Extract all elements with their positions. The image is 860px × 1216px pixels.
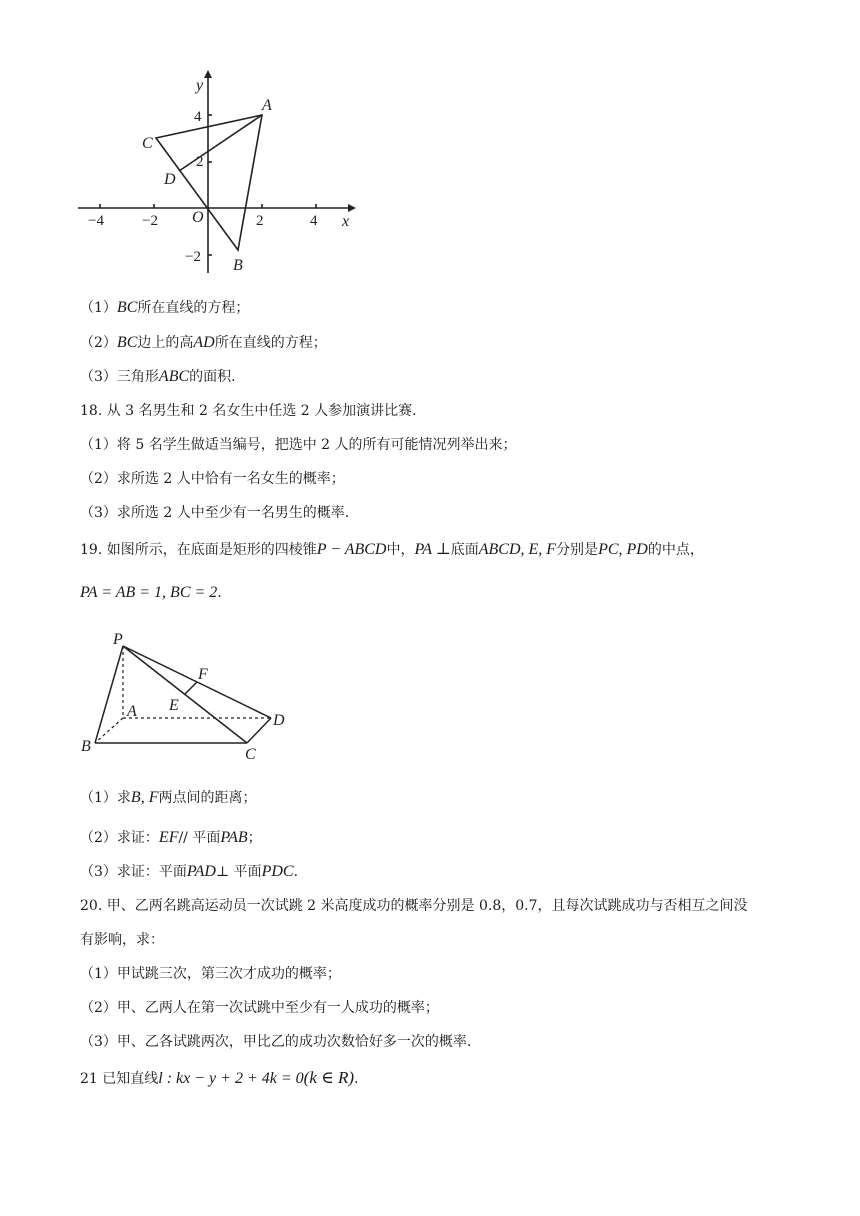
q18-part3: （3）求所选 2 人中至少有一名男生的概率. xyxy=(80,505,350,521)
tick-y-4: 4 xyxy=(194,109,202,125)
pyramid-label-a: A xyxy=(127,703,137,720)
tick-x-4: 4 xyxy=(310,213,318,229)
y-axis-label: y xyxy=(196,77,204,94)
q20-stem-line2: 有影响，求： xyxy=(80,932,164,948)
q20-part3: （3）甲、乙各试跳两次，甲比乙的成功次数恰好多一次的概率. xyxy=(80,1034,472,1050)
pyramid-label-b: B xyxy=(81,738,91,755)
tick-y-neg2: −2 xyxy=(185,249,201,265)
q19-part2: （2）求证：EF// 平面PAB； xyxy=(80,829,262,846)
q19-part3: （3）求证：平面PAD⊥ 平面PDC. xyxy=(80,863,299,880)
y-axis-arrow xyxy=(204,70,212,78)
q18-part2: （2）求所选 2 人中恰有一名女生的概率； xyxy=(80,471,345,487)
point-b-label: B xyxy=(233,257,243,274)
tick-x-neg2: −2 xyxy=(142,213,158,229)
q18-part1: （1）将 5 名学生做适当编号，把选中 2 人的所有可能情况列举出来； xyxy=(80,437,517,453)
q20-part2: （2）甲、乙两人在第一次试跳中至少有一人成功的概率； xyxy=(80,1000,439,1016)
q21-number: 21 xyxy=(80,1071,98,1087)
q21-stem: 21 已知直线l : kx − y + 2 + 4k = 0(k ∈ R). xyxy=(80,1068,359,1087)
pyramid-label-p: P xyxy=(113,631,123,648)
tick-x-2: 2 xyxy=(256,213,264,229)
segment-ef xyxy=(185,682,197,694)
edge-cd xyxy=(247,718,271,743)
q19-stem: 19. 如图所示，在底面是矩形的四棱锥P − ABCD中，PA ⊥底面ABCD, E, F分别是PC, PD的中点， xyxy=(80,541,704,558)
q17-part1: （1）BC所在直线的方程； xyxy=(80,299,250,316)
edge-pc xyxy=(123,646,247,743)
origin-label: O xyxy=(192,209,204,226)
triangle-coordinate-figure xyxy=(70,68,370,278)
pyramid-figure xyxy=(75,628,295,763)
q19-condition: PA = AB = 1, BC = 2. xyxy=(80,584,222,601)
pyramid-label-c: C xyxy=(245,746,256,763)
x-axis-arrow xyxy=(348,204,356,212)
point-a-label: A xyxy=(262,97,272,114)
q17-part2: （2）BC边上的高AD所在直线的方程； xyxy=(80,334,327,351)
q20-part1: （1）甲试跳三次，第三次才成功的概率； xyxy=(80,966,341,982)
q18-stem: 18. 从 3 名男生和 2 名女生中任选 2 人参加演讲比赛. xyxy=(80,403,417,419)
point-d-label: D xyxy=(164,171,176,188)
pyramid-label-e: E xyxy=(169,697,179,714)
q19-part1: （1）求B, F两点间的距离； xyxy=(80,789,257,806)
pyramid-label-d: D xyxy=(273,712,285,729)
tick-y-2: 2 xyxy=(196,154,204,170)
edge-pb xyxy=(95,646,123,743)
q20-stem-line1: 20. 甲、乙两名跳高运动员一次试跳 2 米高度成功的概率分别是 0.8，0.7，且每次试跳成功与否相互之间没 xyxy=(80,898,748,914)
tick-x-neg4: −4 xyxy=(88,213,104,229)
x-axis-label: x xyxy=(342,213,350,230)
point-c-label: C xyxy=(142,135,153,152)
q17-part3: （3）三角形ABC的面积. xyxy=(80,368,236,385)
pyramid-label-f: F xyxy=(198,666,208,683)
